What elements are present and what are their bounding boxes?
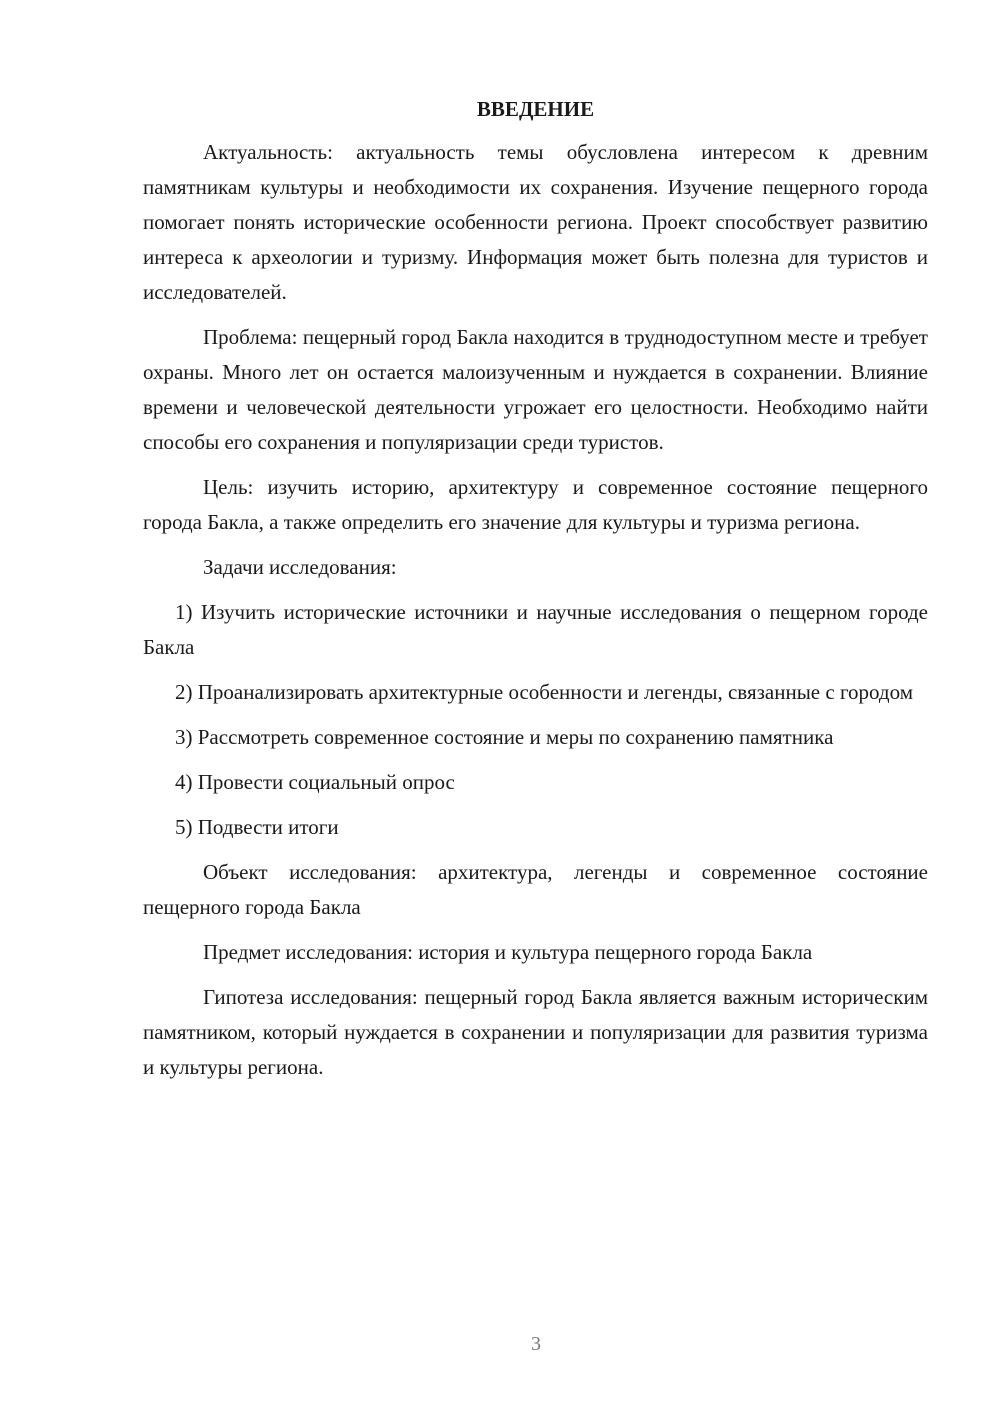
- task-item-5: 5) Подвести итоги: [175, 815, 339, 839]
- subject-paragraph: Предмет исследования: история и культура пещерного города Бакла: [203, 940, 813, 964]
- relevance-paragraph: Актуальность: актуальность темы обусловлена интересом к древним памятникам культуры и необходимости их сохранения. Изучение пещерного города помогает понять исторические особенности региона. Проект способствует развитию интереса к археологии и туризму. Информация может быть полезна для туристов и исследователей.: [143, 140, 928, 304]
- page-number: 3: [531, 1333, 541, 1355]
- document-page: [143, 92, 928, 1095]
- problem-paragraph: Проблема: пещерный город Бакла находится в труднодоступном месте и требует охраны. Много лет он остается малоизученным и нуждается в сохранении. Влияние времени и человеческой деятельности угрожает его целостности. Необходимо найти способы его сохранения и популяризации среди туристов.: [143, 325, 928, 454]
- task-item-4: 4) Провести социальный опрос: [175, 770, 455, 794]
- goal-paragraph: Цель: изучить историю, архитектуру и современное состояние пещерного города Бакла, а также определить его значение для культуры и туризма региона.: [143, 475, 928, 534]
- task-item-3: 3) Рассмотреть современное состояние и меры по сохранению памятника: [175, 725, 834, 749]
- task-item-1: 1) Изучить исторические источники и научные исследования о пещерном городе Бакла: [143, 600, 928, 659]
- hypothesis-paragraph: Гипотеза исследования: пещерный город Бакла является важным историческим памятником, который нуждается в сохранении и популяризации для развития туризма и культуры региона.: [143, 985, 928, 1079]
- tasks-list: [143, 595, 928, 845]
- section-title: ВВЕДЕНИЕ: [476, 97, 595, 121]
- tasks-heading: Задачи исследования:: [203, 555, 397, 579]
- object-paragraph: Объект исследования: архитектура, легенды и современное состояние пещерного города Бакла: [143, 860, 928, 919]
- task-item-2: 2) Проанализировать архитектурные особенности и легенды, связанные с городом: [175, 680, 914, 704]
